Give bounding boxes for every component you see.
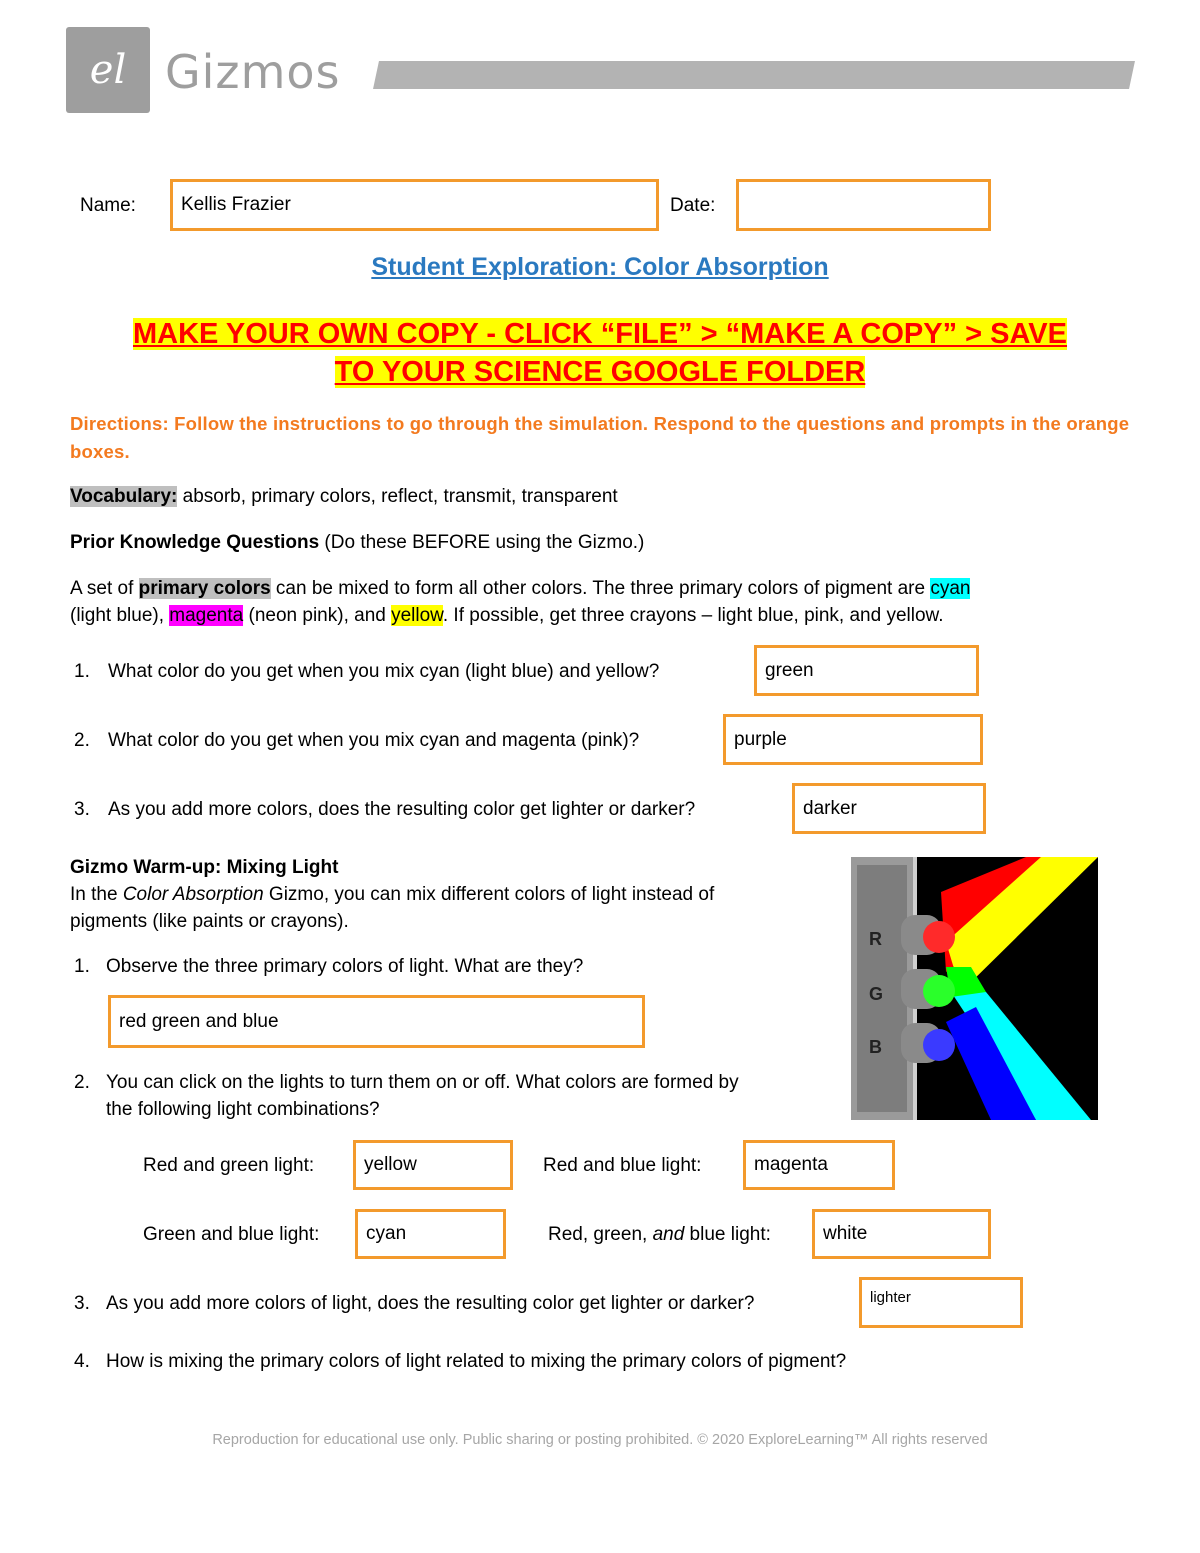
wu-question-1-number: 1. [74, 956, 90, 977]
red-green-blue-value: white [823, 1223, 868, 1244]
date-label: Date: [670, 195, 716, 216]
banner-line-1: MAKE YOUR OWN COPY - CLICK “FILE” > “MAKE A COPY” > SAVE [132, 318, 1067, 350]
wu-question-4-number: 4. [74, 1351, 90, 1372]
warmup-intro: pigments (like paints or crayons). [70, 911, 349, 932]
warmup-intro: Gizmo, you can mix different colors of light instead of [263, 884, 715, 905]
red-green-label: Red and green light: [143, 1155, 315, 1176]
copy-instructions-banner [60, 315, 1140, 391]
green-bulb [923, 975, 955, 1007]
warmup-heading: Gizmo Warm-up: Mixing Light [70, 857, 339, 878]
wu-question-2-text [106, 1069, 846, 1123]
prior-knowledge-heading: Prior Knowledge Questions [70, 532, 320, 553]
red-bulb [923, 921, 955, 953]
logo-mark: el [89, 47, 127, 93]
intro-text: . If possible, get three crayons – light blue, pink, and yellow. [442, 605, 944, 626]
pk-question-3-number: 3. [74, 799, 90, 820]
primary-colors-intro [70, 575, 1130, 629]
red-green-blue-label [548, 1221, 771, 1248]
pk-answer-1: green [765, 659, 814, 681]
intro-text: (light blue), [70, 605, 170, 626]
name-label: Name: [80, 195, 136, 216]
red-green-value: yellow [364, 1154, 417, 1175]
red-blue-label: Red and blue light: [543, 1155, 702, 1176]
pk-answer-3: darker [803, 797, 857, 819]
primary-colors-term: primary colors [138, 578, 271, 599]
rgb-lights-illustration [851, 857, 1098, 1120]
green-blue-field[interactable] [355, 1209, 506, 1259]
rgb-label-part: and [652, 1224, 685, 1245]
directions: Directions: Follow the instructions to go through the simulation. Respond to the questions and prompts in the orange boxes. [70, 413, 1130, 462]
intro-text: (neon pink), and [243, 605, 392, 626]
name-value: Kellis Frazier [181, 194, 291, 215]
red-blue-field[interactable] [743, 1140, 895, 1190]
banner-line-2: TO YOUR SCIENCE GOOGLE FOLDER [334, 356, 866, 388]
footer-copyright: Reproduction for educational use only. Public sharing or posting prohibited. © 2020 ExploreLearning™ All rights reserved [212, 1432, 988, 1448]
vocabulary-label: Vocabulary: [70, 486, 178, 507]
intro-text: A set of [70, 578, 139, 599]
green-blue-value: cyan [366, 1223, 407, 1244]
red-green-field[interactable] [353, 1140, 513, 1190]
blue-bulb [923, 1029, 955, 1061]
wu-answer-3-field[interactable] [859, 1277, 1023, 1328]
r-label: R [869, 929, 882, 949]
prior-knowledge-heading-line [70, 529, 1130, 556]
pk-question-1-number: 1. [74, 661, 90, 682]
pk-answer-2-field[interactable] [723, 714, 983, 765]
vocabulary-line [70, 483, 1130, 510]
pk-question-2-text: What color do you get when you mix cyan and magenta (pink)? [108, 730, 640, 751]
rgb-label-part: Red, green, [548, 1224, 653, 1245]
magenta-highlight: magenta [169, 605, 244, 626]
wu-question-3-number: 3. [74, 1293, 90, 1314]
wu-question-1-text: Observe the three primary colors of light. What are they? [106, 956, 584, 977]
warmup-intro: In the [70, 884, 123, 905]
pk-answer-3-field[interactable] [792, 783, 986, 834]
explorelearning-logo [66, 27, 150, 113]
pk-question-3-text: As you add more colors, does the resulting color get lighter or darker? [108, 799, 696, 820]
pk-question-1-text: What color do you get when you mix cyan (light blue) and yellow? [108, 661, 660, 682]
vocabulary-terms: absorb, primary colors, reflect, transmit, transparent [177, 486, 618, 507]
pk-answer-1-field[interactable] [754, 645, 979, 696]
yellow-highlight: yellow [391, 605, 443, 626]
red-blue-value: magenta [754, 1154, 828, 1175]
pk-question-2-number: 2. [74, 730, 90, 751]
date-field[interactable] [736, 179, 991, 231]
g-label: G [869, 984, 884, 1004]
name-field[interactable] [170, 179, 659, 231]
prior-knowledge-note: (Do these BEFORE using the Gizmo.) [319, 532, 645, 553]
wu-question-3-text: As you add more colors of light, does the resulting color get lighter or darker? [106, 1293, 755, 1314]
page-title: Student Exploration: Color Absorption [371, 253, 829, 281]
wu-question-2-line: You can click on the lights to turn them on or off. What colors are formed by [106, 1072, 739, 1093]
wu-answer-3: lighter [870, 1289, 911, 1306]
wu-answer-1: red green and blue [119, 1010, 279, 1032]
wu-question-2-line: the following light combinations? [106, 1099, 380, 1120]
wu-answer-1-field[interactable] [108, 995, 645, 1048]
intro-text: can be mixed to form all other colors. The three primary colors of pigment are [270, 578, 931, 599]
red-green-blue-field[interactable] [812, 1209, 991, 1259]
rgb-label-part: blue light: [684, 1224, 771, 1245]
cyan-highlight: cyan [930, 578, 971, 599]
gizmo-name: Color Absorption [122, 884, 264, 905]
brand-title: Gizmos [165, 45, 341, 99]
wu-question-4-text: How is mixing the primary colors of light related to mixing the primary colors of pigment? [106, 1351, 847, 1372]
wu-question-2-number: 2. [74, 1072, 90, 1093]
warmup-block [70, 854, 830, 935]
pk-answer-2: purple [734, 728, 787, 750]
header-bar [373, 61, 1135, 89]
green-blue-label: Green and blue light: [143, 1224, 320, 1245]
b-label: B [869, 1037, 882, 1057]
